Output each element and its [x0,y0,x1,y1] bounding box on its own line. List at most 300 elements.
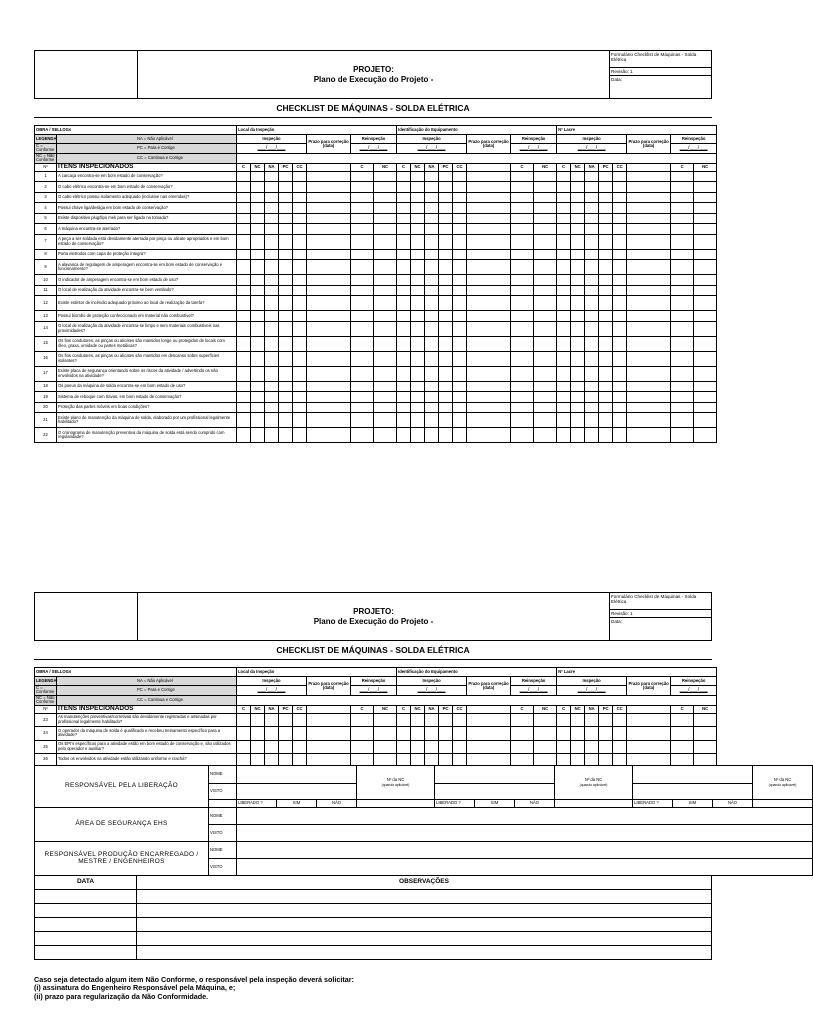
check-cell[interactable] [671,336,694,351]
date-reinsp-2[interactable]: ___/___/___ [511,144,557,154]
check-cell[interactable] [671,260,694,275]
check-cell[interactable] [411,336,425,351]
check-cell[interactable] [293,413,307,428]
check-cell[interactable] [351,260,374,275]
check-cell[interactable] [571,234,585,249]
check-cell[interactable] [613,296,627,311]
check-cell[interactable] [439,336,453,351]
check-cell[interactable] [571,311,585,322]
check-cell[interactable] [627,171,671,182]
check-cell[interactable] [534,727,557,741]
check-cell[interactable] [671,203,694,214]
date-insp-1[interactable]: ___/___/___ [237,144,307,154]
check-cell[interactable] [237,260,251,275]
check-cell[interactable] [411,381,425,392]
check-cell[interactable] [557,381,571,392]
check-cell[interactable] [571,392,585,403]
check-cell[interactable] [557,275,571,286]
check-cell[interactable] [351,713,374,727]
check-cell[interactable] [251,413,265,428]
check-cell[interactable] [599,171,613,182]
check-cell[interactable] [439,754,453,766]
ident-label[interactable]: Identificação do Equipamento [397,668,557,677]
check-cell[interactable] [534,296,557,311]
check-cell[interactable] [557,336,571,351]
check-cell[interactable] [453,727,467,741]
check-cell[interactable] [237,171,251,182]
check-cell[interactable] [671,402,694,413]
check-cell[interactable] [694,311,717,322]
check-cell[interactable] [557,249,571,260]
check-cell[interactable] [307,311,351,322]
check-cell[interactable] [511,249,534,260]
check-cell[interactable] [511,182,534,193]
check-cell[interactable] [351,413,374,428]
check-cell[interactable] [411,224,425,235]
check-cell[interactable] [613,402,627,413]
check-cell[interactable] [374,321,397,336]
check-cell[interactable] [453,234,467,249]
check-cell[interactable] [307,234,351,249]
check-cell[interactable] [351,727,374,741]
check-cell[interactable] [599,285,613,296]
check-cell[interactable] [265,203,279,214]
check-cell[interactable] [627,224,671,235]
check-cell[interactable] [534,428,557,443]
check-cell[interactable] [425,713,439,727]
check-cell[interactable] [279,213,293,224]
check-cell[interactable] [453,182,467,193]
check-cell[interactable] [307,727,351,741]
check-cell[interactable] [293,754,307,766]
check-cell[interactable] [351,428,374,443]
check-cell[interactable] [467,171,511,182]
check-cell[interactable] [511,413,534,428]
check-cell[interactable] [534,249,557,260]
check-cell[interactable] [599,351,613,366]
check-cell[interactable] [351,351,374,366]
check-cell[interactable] [467,249,511,260]
check-cell[interactable] [293,727,307,741]
check-cell[interactable] [411,171,425,182]
check-cell[interactable] [374,213,397,224]
check-cell[interactable] [411,285,425,296]
check-cell[interactable] [265,275,279,286]
check-cell[interactable] [613,351,627,366]
check-cell[interactable] [374,285,397,296]
check-cell[interactable] [585,351,599,366]
check-cell[interactable] [411,275,425,286]
check-cell[interactable] [599,740,613,754]
check-cell[interactable] [293,321,307,336]
check-cell[interactable] [351,311,374,322]
check-cell[interactable] [374,402,397,413]
date-reinsp-1[interactable]: ___/___/___ [351,144,397,154]
check-cell[interactable] [671,392,694,403]
visto-field-1[interactable] [237,784,357,800]
check-cell[interactable] [237,754,251,766]
check-cell[interactable] [613,740,627,754]
check-cell[interactable] [627,392,671,403]
check-cell[interactable] [534,203,557,214]
check-cell[interactable] [397,727,411,741]
check-cell[interactable] [557,296,571,311]
check-cell[interactable] [671,311,694,322]
check-cell[interactable] [425,182,439,193]
check-cell[interactable] [251,285,265,296]
check-cell[interactable] [467,224,511,235]
check-cell[interactable] [671,366,694,381]
check-cell[interactable] [251,381,265,392]
check-cell[interactable] [453,381,467,392]
check-cell[interactable] [307,413,351,428]
check-cell[interactable] [571,171,585,182]
check-cell[interactable] [351,234,374,249]
check-cell[interactable] [467,402,511,413]
date-insp-1[interactable]: ___/___/___ [237,686,307,696]
check-cell[interactable] [307,321,351,336]
check-cell[interactable] [279,275,293,286]
check-cell[interactable] [453,171,467,182]
check-cell[interactable] [374,351,397,366]
check-cell[interactable] [467,213,511,224]
check-cell[interactable] [237,392,251,403]
check-cell[interactable] [627,203,671,214]
check-cell[interactable] [694,224,717,235]
check-cell[interactable] [534,224,557,235]
check-cell[interactable] [265,413,279,428]
check-cell[interactable] [453,296,467,311]
check-cell[interactable] [411,740,425,754]
check-cell[interactable] [411,321,425,336]
visto-field-3[interactable] [633,784,753,800]
check-cell[interactable] [534,311,557,322]
check-cell[interactable] [411,392,425,403]
check-cell[interactable] [374,224,397,235]
check-cell[interactable] [467,413,511,428]
check-cell[interactable] [585,713,599,727]
check-cell[interactable] [599,321,613,336]
check-cell[interactable] [613,366,627,381]
check-cell[interactable] [599,366,613,381]
check-cell[interactable] [411,296,425,311]
check-cell[interactable] [511,311,534,322]
check-cell[interactable] [411,182,425,193]
check-cell[interactable] [557,727,571,741]
check-cell[interactable] [425,234,439,249]
check-cell[interactable] [237,351,251,366]
check-cell[interactable] [467,311,511,322]
check-cell[interactable] [397,275,411,286]
check-cell[interactable] [439,311,453,322]
check-cell[interactable] [467,260,511,275]
check-cell[interactable] [279,249,293,260]
check-cell[interactable] [585,727,599,741]
check-cell[interactable] [265,713,279,727]
check-cell[interactable] [251,336,265,351]
check-cell[interactable] [671,224,694,235]
check-cell[interactable] [571,428,585,443]
check-cell[interactable] [671,321,694,336]
check-cell[interactable] [613,321,627,336]
check-cell[interactable] [265,366,279,381]
local-label[interactable]: Local da Inspeção [237,126,397,135]
check-cell[interactable] [627,311,671,322]
check-cell[interactable] [571,740,585,754]
check-cell[interactable] [557,740,571,754]
check-cell[interactable] [613,249,627,260]
check-cell[interactable] [411,203,425,214]
check-cell[interactable] [411,428,425,443]
check-cell[interactable] [397,213,411,224]
check-cell[interactable] [411,351,425,366]
check-cell[interactable] [585,224,599,235]
check-cell[interactable] [511,321,534,336]
check-cell[interactable] [251,740,265,754]
check-cell[interactable] [425,754,439,766]
check-cell[interactable] [425,296,439,311]
check-cell[interactable] [671,413,694,428]
check-cell[interactable] [279,171,293,182]
check-cell[interactable] [534,234,557,249]
check-cell[interactable] [599,713,613,727]
check-cell[interactable] [557,428,571,443]
check-cell[interactable] [293,428,307,443]
check-cell[interactable] [613,234,627,249]
check-cell[interactable] [613,381,627,392]
check-cell[interactable] [265,311,279,322]
check-cell[interactable] [293,351,307,366]
check-cell[interactable] [265,285,279,296]
check-cell[interactable] [411,311,425,322]
check-cell[interactable] [439,713,453,727]
check-cell[interactable] [265,392,279,403]
check-cell[interactable] [351,275,374,286]
check-cell[interactable] [425,285,439,296]
check-cell[interactable] [265,192,279,203]
check-cell[interactable] [534,285,557,296]
check-cell[interactable] [627,381,671,392]
check-cell[interactable] [453,311,467,322]
check-cell[interactable] [534,260,557,275]
check-cell[interactable] [671,754,694,766]
check-cell[interactable] [237,182,251,193]
check-cell[interactable] [613,203,627,214]
check-cell[interactable] [265,740,279,754]
check-cell[interactable] [397,249,411,260]
check-cell[interactable] [671,285,694,296]
check-cell[interactable] [374,182,397,193]
check-cell[interactable] [511,713,534,727]
check-cell[interactable] [397,351,411,366]
check-cell[interactable] [671,182,694,193]
check-cell[interactable] [237,311,251,322]
check-cell[interactable] [279,260,293,275]
check-cell[interactable] [307,296,351,311]
check-cell[interactable] [467,182,511,193]
check-cell[interactable] [265,224,279,235]
check-cell[interactable] [439,285,453,296]
check-cell[interactable] [265,727,279,741]
check-cell[interactable] [351,740,374,754]
check-cell[interactable] [511,192,534,203]
check-cell[interactable] [585,260,599,275]
check-cell[interactable] [425,203,439,214]
check-cell[interactable] [557,203,571,214]
nao-option[interactable]: NÃO [515,800,555,808]
obs-date-cell[interactable] [35,932,137,946]
check-cell[interactable] [279,754,293,766]
check-cell[interactable] [237,203,251,214]
check-cell[interactable] [397,381,411,392]
check-cell[interactable] [511,296,534,311]
check-cell[interactable] [467,740,511,754]
date-reinsp-3[interactable]: ___/___/___ [671,144,717,154]
check-cell[interactable] [613,727,627,741]
check-cell[interactable] [585,192,599,203]
check-cell[interactable] [571,713,585,727]
check-cell[interactable] [279,285,293,296]
check-cell[interactable] [613,275,627,286]
check-cell[interactable] [397,203,411,214]
check-cell[interactable] [411,234,425,249]
check-cell[interactable] [425,171,439,182]
check-cell[interactable] [534,713,557,727]
nao-option[interactable]: NÃO [317,800,357,808]
check-cell[interactable] [585,249,599,260]
check-cell[interactable] [453,754,467,766]
check-cell[interactable] [534,213,557,224]
check-cell[interactable] [425,366,439,381]
check-cell[interactable] [411,402,425,413]
check-cell[interactable] [251,754,265,766]
check-cell[interactable] [613,224,627,235]
check-cell[interactable] [351,392,374,403]
check-cell[interactable] [557,311,571,322]
check-cell[interactable] [351,224,374,235]
check-cell[interactable] [627,285,671,296]
check-cell[interactable] [251,311,265,322]
check-cell[interactable] [411,727,425,741]
check-cell[interactable] [599,296,613,311]
check-cell[interactable] [627,296,671,311]
check-cell[interactable] [599,428,613,443]
check-cell[interactable] [279,713,293,727]
check-cell[interactable] [293,381,307,392]
check-cell[interactable] [511,381,534,392]
check-cell[interactable] [279,428,293,443]
check-cell[interactable] [425,402,439,413]
check-cell[interactable] [671,296,694,311]
check-cell[interactable] [467,754,511,766]
check-cell[interactable] [374,413,397,428]
check-cell[interactable] [279,413,293,428]
check-cell[interactable] [251,321,265,336]
check-cell[interactable] [585,392,599,403]
check-cell[interactable] [251,727,265,741]
check-cell[interactable] [397,740,411,754]
check-cell[interactable] [694,727,717,741]
check-cell[interactable] [237,428,251,443]
check-cell[interactable] [307,224,351,235]
check-cell[interactable] [511,285,534,296]
check-cell[interactable] [307,213,351,224]
check-cell[interactable] [534,171,557,182]
check-cell[interactable] [251,171,265,182]
check-cell[interactable] [293,203,307,214]
check-cell[interactable] [251,392,265,403]
check-cell[interactable] [627,182,671,193]
check-cell[interactable] [293,740,307,754]
nao-option[interactable]: NÃO [713,800,753,808]
check-cell[interactable] [671,171,694,182]
check-cell[interactable] [293,311,307,322]
check-cell[interactable] [237,249,251,260]
check-cell[interactable] [534,336,557,351]
check-cell[interactable] [425,336,439,351]
check-cell[interactable] [511,234,534,249]
check-cell[interactable] [397,413,411,428]
check-cell[interactable] [627,336,671,351]
obs-date-cell[interactable] [35,918,137,932]
check-cell[interactable] [411,213,425,224]
check-cell[interactable] [374,727,397,741]
check-cell[interactable] [439,182,453,193]
check-cell[interactable] [585,296,599,311]
check-cell[interactable] [627,366,671,381]
check-cell[interactable] [571,402,585,413]
check-cell[interactable] [237,413,251,428]
check-cell[interactable] [557,321,571,336]
obs-date-cell[interactable] [35,904,137,918]
check-cell[interactable] [694,203,717,214]
visto-field-ehs[interactable] [237,825,813,842]
check-cell[interactable] [307,402,351,413]
check-cell[interactable] [467,321,511,336]
check-cell[interactable] [265,249,279,260]
check-cell[interactable] [511,740,534,754]
nome-field-ehs[interactable] [237,808,813,825]
check-cell[interactable] [557,171,571,182]
obs-text-cell[interactable] [137,890,712,904]
check-cell[interactable] [571,296,585,311]
check-cell[interactable] [307,249,351,260]
check-cell[interactable] [374,311,397,322]
check-cell[interactable] [599,249,613,260]
check-cell[interactable] [293,260,307,275]
date-insp-2[interactable]: ___/___/___ [397,144,467,154]
check-cell[interactable] [237,727,251,741]
check-cell[interactable] [279,203,293,214]
check-cell[interactable] [453,392,467,403]
check-cell[interactable] [671,740,694,754]
check-cell[interactable] [251,224,265,235]
check-cell[interactable] [571,413,585,428]
check-cell[interactable] [307,351,351,366]
check-cell[interactable] [425,224,439,235]
check-cell[interactable] [599,213,613,224]
check-cell[interactable] [571,351,585,366]
check-cell[interactable] [351,296,374,311]
check-cell[interactable] [251,192,265,203]
check-cell[interactable] [439,224,453,235]
lacre-label[interactable]: Nº Lacre [557,126,717,135]
sim-option[interactable]: SIM [475,800,515,808]
check-cell[interactable] [467,713,511,727]
check-cell[interactable] [425,260,439,275]
check-cell[interactable] [279,740,293,754]
check-cell[interactable] [439,275,453,286]
